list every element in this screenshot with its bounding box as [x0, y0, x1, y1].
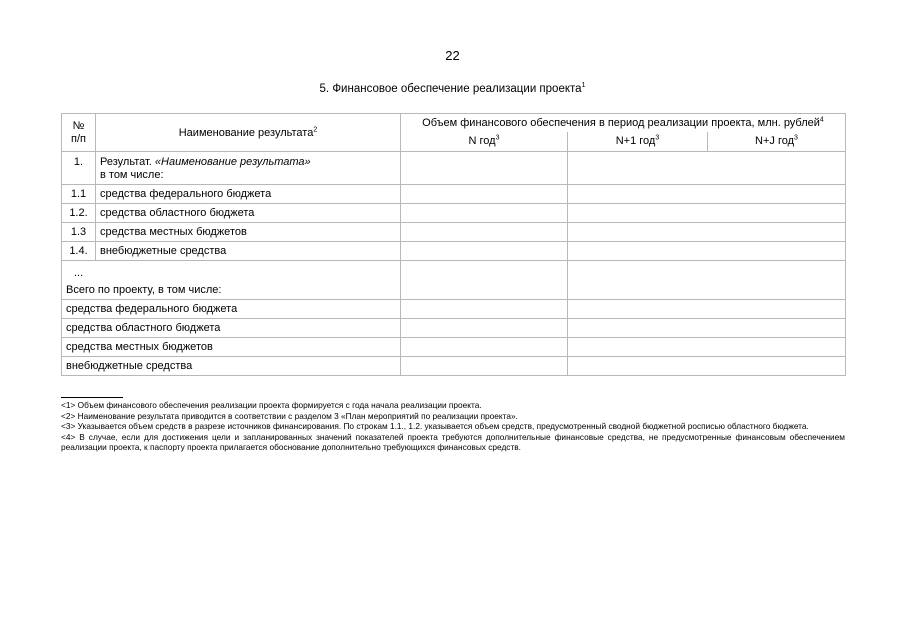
row-num: ...: [74, 267, 84, 279]
cell-year-rest: [568, 357, 846, 376]
cell-year-rest: [568, 185, 846, 204]
cell-year-n: [401, 185, 568, 204]
footnote-3: <3> Указывается объем средств в разрезе источников финансирования. По строкам 1.1., 1.2. указывается объем средств, предусмотренный сводной бюджетной росписью областного бюджета.: [61, 421, 809, 431]
footnote-ref-3: 3: [655, 134, 660, 142]
table-header-row: [62, 114, 846, 132]
cell-year-n: [401, 261, 568, 300]
cell-year-n: [401, 152, 568, 185]
cell-year-n: [401, 204, 568, 223]
row-num: 1.2.: [62, 204, 96, 223]
cell-year-rest: [568, 300, 846, 319]
page-number: 22: [445, 48, 460, 63]
header-volume: [401, 114, 846, 132]
cell-year-n: [401, 357, 568, 376]
table-row: [62, 242, 846, 261]
row-name: средства местных бюджетов: [62, 338, 401, 357]
row-num: 1.1: [62, 185, 96, 204]
cell-year-n: [401, 242, 568, 261]
cell-year-n: [401, 300, 568, 319]
table-row: [62, 223, 846, 242]
financial-table: [61, 113, 846, 376]
footnote-ref-3: 3: [794, 134, 798, 142]
cell-year-rest: [568, 152, 846, 185]
footnote-2: <2> Наименование результата приводится в соответствии с разделом 3 «План мероприятий по реализации проекта».: [61, 410, 518, 421]
cell-year-n: [401, 338, 568, 357]
row-total: [62, 261, 401, 300]
header-result-name: [96, 114, 401, 152]
footnote-ref-3: 3: [495, 134, 500, 142]
header-volume-text: Объем финансового обеспечения в период реализации проекта, млн. рублей: [422, 116, 820, 129]
table-row: [62, 204, 846, 223]
section-title: [0, 83, 905, 95]
header-year-n1-label: N+1 год: [615, 135, 656, 148]
cell-year-rest: [568, 223, 846, 242]
table-row: [62, 338, 846, 357]
footnote-1: <1> Объем финансового обеспечения реализации проекта формируется с года начала реализации проекта.: [61, 400, 482, 410]
header-year-n1: [568, 132, 708, 152]
cell-year-n: [401, 319, 568, 338]
table-row: [62, 319, 846, 338]
footnote-ref-4: 4: [819, 116, 824, 124]
header-result-name-text: Наименование результата: [178, 126, 314, 139]
row-name: Всего по проекту, в том числе:: [66, 284, 222, 296]
row-num: 1.3: [62, 223, 96, 242]
row-name: средства областного бюджета: [96, 204, 401, 223]
cell-year-rest: [568, 242, 846, 261]
cell-year-rest: [568, 319, 846, 338]
footnote-ref-1: 1: [581, 82, 586, 90]
cell-year-rest: [568, 261, 846, 300]
header-num-line1: №: [72, 119, 85, 132]
row-num: 1.4.: [62, 242, 96, 261]
row-name: средства федерального бюджета: [96, 185, 401, 204]
row-result-name: [96, 152, 401, 185]
header-year-n: [401, 132, 568, 152]
row-name: внебюджетные средства: [96, 242, 401, 261]
row-result-prefix: Результат.: [100, 156, 155, 168]
table-row: [62, 357, 846, 376]
cell-year-rest: [568, 204, 846, 223]
header-num-line2: п/п: [71, 132, 86, 145]
table-row: [62, 152, 846, 185]
row-result-line2: в том числе:: [100, 169, 164, 181]
footnotes: [61, 400, 845, 453]
header-year-nj-label: N+J год: [755, 135, 795, 148]
header-num: [62, 114, 96, 152]
row-name: средства областного бюджета: [62, 319, 401, 338]
table-row: [62, 261, 846, 300]
section-title-text: 5. Финансовое обеспечение реализации проекта: [319, 83, 582, 95]
row-num: 1.: [62, 152, 96, 185]
cell-year-rest: [568, 338, 846, 357]
row-name: внебюджетные средства: [62, 357, 401, 376]
header-year-n-label: N год: [468, 135, 496, 148]
row-name: средства федерального бюджета: [62, 300, 401, 319]
cell-year-n: [401, 223, 568, 242]
header-year-nj: [708, 132, 846, 152]
footnote-4: <4> В случае, если для достижения цели и запланированных значений показателей проекта требуются дополнительные финансовые средства, не предусмотренные финансовым обеспечением реализации проекта, к паспорту проекта прилагается обоснование дополнительно требующихся финансовых средств.: [61, 431, 845, 452]
table-row: [62, 185, 846, 204]
row-result-italic: «Наименование результата»: [154, 156, 311, 168]
row-name: средства местных бюджетов: [96, 223, 401, 242]
footnote-separator: [61, 397, 123, 398]
footnote-ref-2: 2: [313, 125, 318, 133]
table-row: [62, 300, 846, 319]
